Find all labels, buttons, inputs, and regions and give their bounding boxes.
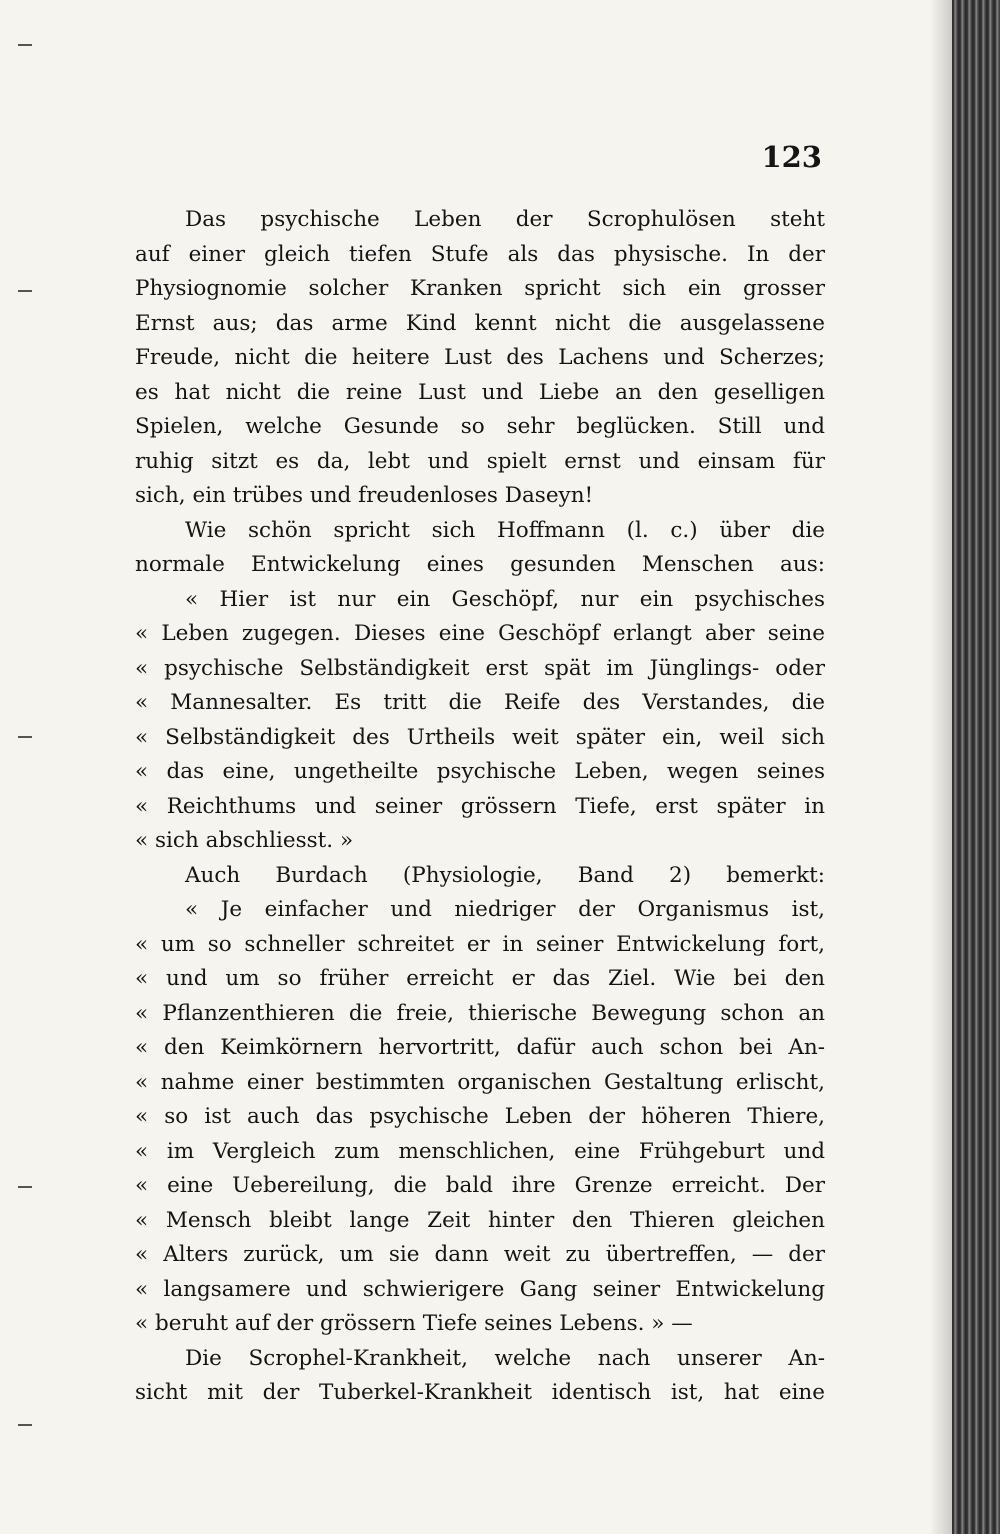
text-line: Freude, nicht die heitere Lust des Lachens und Scherzes; xyxy=(135,345,825,370)
quote-line: « beruht auf der grössern Tiefe seines Lebens. » — xyxy=(135,1311,693,1336)
margin-mark xyxy=(18,736,32,738)
margin-mark xyxy=(18,290,32,292)
quote-line: « im Vergleich zum menschlichen, eine Frühgeburt und xyxy=(135,1138,825,1164)
text-line: Die Scrophel-Krankheit, welche nach unserer An- xyxy=(185,1345,825,1371)
text-line: Das psychische Leben der Scrophulösen steht xyxy=(185,207,825,232)
quote-line: « und um so früher erreicht er das Ziel. Wie bei den xyxy=(135,966,825,991)
body-text xyxy=(135,203,825,1411)
page-shadow xyxy=(930,0,954,1534)
text-line: normale Entwickelung eines gesunden Menschen aus: xyxy=(135,552,825,577)
quote-line: « Alters zurück, um sie dann weit zu übertreffen, — der xyxy=(135,1242,825,1267)
quote-line: « um so schneller schreitet er in seiner Entwickelung fort, xyxy=(135,931,825,957)
quote-line: « eine Uebereilung, die bald ihre Grenze erreicht. Der xyxy=(135,1173,825,1198)
quote-line: « langsamere und schwierigere Gang seiner Entwickelung xyxy=(135,1276,825,1302)
quote-line: « Je einfacher und niedriger der Organismus ist, xyxy=(185,897,825,922)
text-line: Spielen, welche Gesunde so sehr beglücken. Still und xyxy=(135,414,825,439)
page-number: 123 xyxy=(761,140,822,174)
quote-line: « psychische Selbständigkeit erst spät im Jünglings- oder xyxy=(135,655,825,681)
quote-line: « so ist auch das psychische Leben der höheren Thiere, xyxy=(135,1104,825,1129)
quote-line: « Reichthums und seiner grössern Tiefe, erst später in xyxy=(135,793,825,819)
quote-line: « Mannesalter. Es tritt die Reife des Verstandes, die xyxy=(135,690,825,715)
text-line: auf einer gleich tiefen Stufe als das physische. In der xyxy=(135,241,825,267)
text-line: es hat nicht die reine Lust und Liebe an den geselligen xyxy=(135,379,825,405)
margin-mark xyxy=(18,44,32,46)
text-line: sicht mit der Tuberkel-Krankheit identisch ist, hat eine xyxy=(135,1380,825,1405)
quote-line: « Hier ist nur ein Geschöpf, nur ein psychisches xyxy=(185,586,825,612)
text-line: Wie schön spricht sich Hoffmann (l. c.) über die xyxy=(185,517,825,543)
quote-line: « Mensch bleibt lange Zeit hinter den Thieren gleichen xyxy=(135,1207,825,1233)
quote-line: « nahme einer bestimmten organischen Gestaltung erlischt, xyxy=(135,1069,825,1095)
quote-line: « das eine, ungetheilte psychische Leben, wegen seines xyxy=(135,759,825,784)
quote-line: « Leben zugegen. Dieses eine Geschöpf erlangt aber seine xyxy=(135,621,825,646)
text-line: Physiognomie solcher Kranken spricht sich ein grosser xyxy=(135,276,825,301)
text-line: Ernst aus; das arme Kind kennt nicht die ausgelassene xyxy=(135,310,825,336)
quote-line: « Pflanzenthieren die freie, thierische Bewegung schon an xyxy=(135,1000,825,1026)
text-line: Auch Burdach (Physiologie, Band 2) bemerkt: xyxy=(185,862,825,888)
margin-mark xyxy=(18,1186,32,1188)
book-page-edges xyxy=(952,0,1000,1534)
quote-line: « sich abschliesst. » xyxy=(135,828,354,853)
text-line: ruhig sitzt es da, lebt und spielt ernst und einsam für xyxy=(135,448,825,474)
margin-mark xyxy=(18,1424,32,1426)
quote-line: « Selbständigkeit des Urtheils weit später ein, weil sich xyxy=(135,724,825,750)
text-line: sich, ein trübes und freudenloses Daseyn! xyxy=(135,483,594,508)
quote-line: « den Keimkörnern hervortritt, dafür auch schon bei An- xyxy=(135,1035,825,1060)
